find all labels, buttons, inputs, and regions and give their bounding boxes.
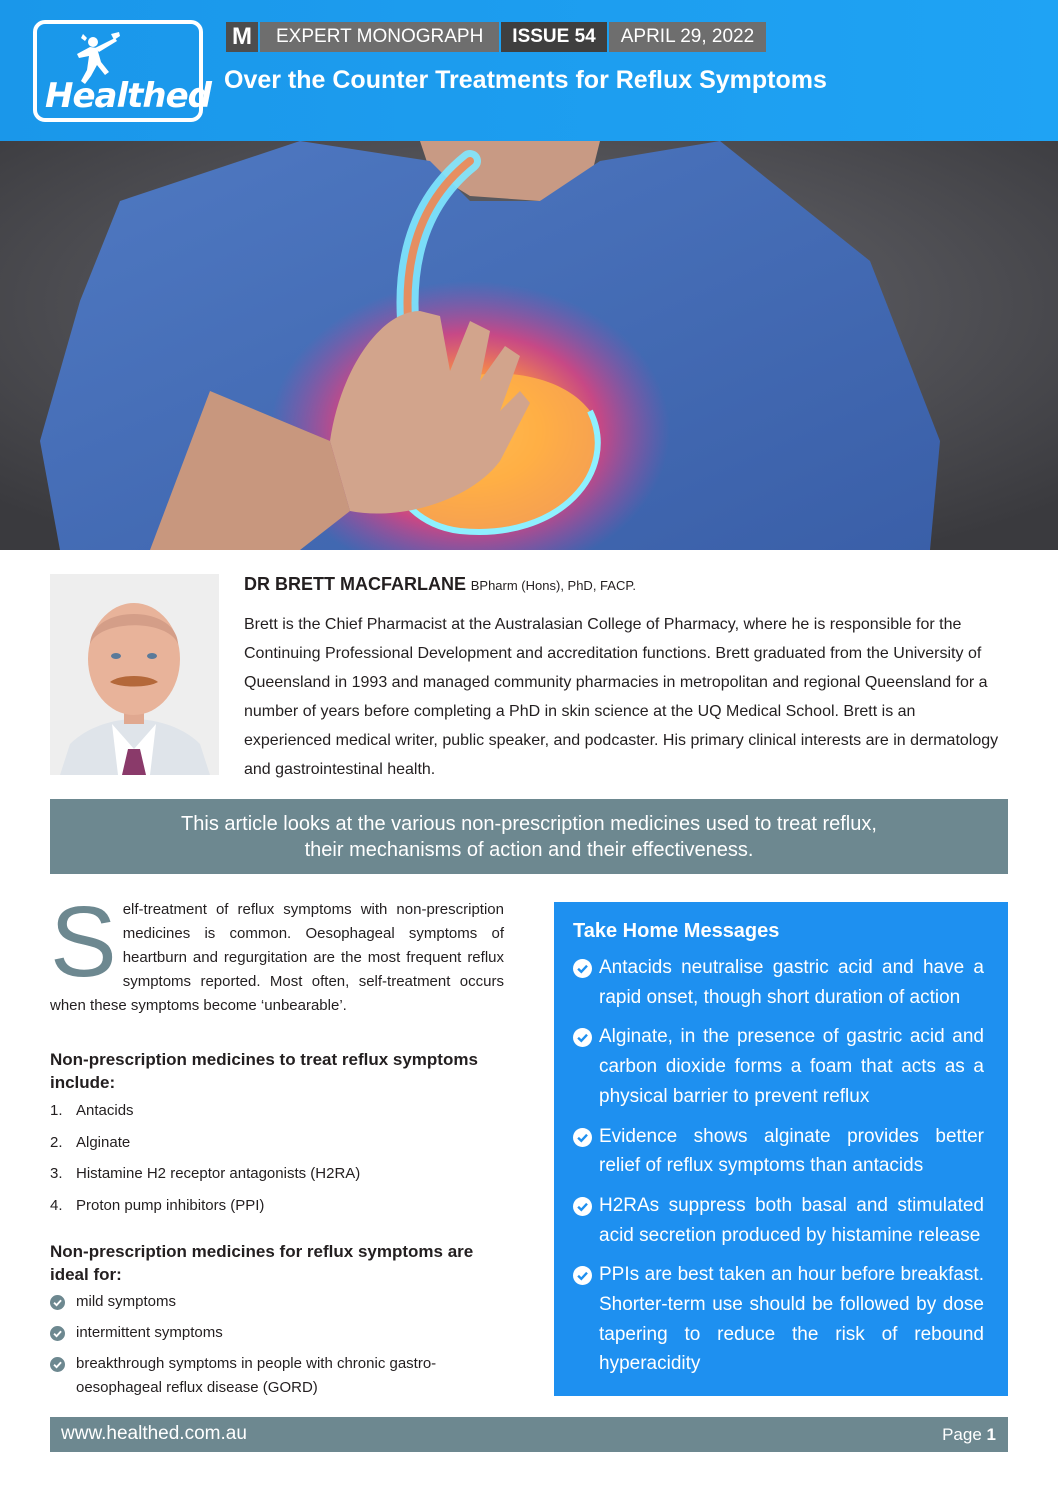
take-home-list [573, 953, 984, 1379]
list-item [50, 1161, 510, 1193]
publication-type: EXPERT MONOGRAPH [258, 22, 499, 52]
author-credentials: BPharm (Hons), PhD, FACP. [470, 578, 636, 593]
list-item [573, 1022, 984, 1111]
list-item [50, 1321, 510, 1345]
check-circle-icon [573, 1028, 592, 1047]
header [0, 0, 1058, 141]
intro-paragraph [50, 886, 504, 1018]
list-text: mild symptoms [76, 1293, 177, 1310]
medicines-heading: Non-prescription medicines to treat reflux symptoms include: [50, 1050, 478, 1092]
list-text: intermittent symptoms [76, 1324, 223, 1341]
list-item [573, 1122, 984, 1181]
website-link[interactable]: www.healthed.com.au [61, 1423, 247, 1444]
summary-line-1: This article looks at the various non-prescription medicines used to treat reflux, [181, 813, 877, 835]
ideal-for-list [50, 1290, 510, 1407]
list-text: Alginate, in the presence of gastric acid and carbon dioxide forms a foam that acts as a physical barrier to prevent reflux [599, 1026, 984, 1107]
issue-number: ISSUE 54 [499, 22, 606, 52]
list-item [573, 953, 984, 1012]
list-item [50, 1352, 510, 1400]
list-text: Antacids [76, 1102, 134, 1119]
reflux-illustration [0, 141, 1058, 550]
list-item [573, 1260, 984, 1379]
summary-banner [50, 799, 1008, 874]
list-text: PPIs are best taken an hour before breakfast. Shorter-term use should be followed by dose tapering to reduce the risk of rebound hyperacidity [599, 1264, 984, 1375]
list-item [50, 1098, 510, 1130]
drop-cap: S [50, 886, 117, 998]
page-number: 1 [986, 1425, 996, 1444]
list-item [573, 1191, 984, 1250]
author-bio: Brett is the Chief Pharmacist at the Australasian College of Pharmacy, where he is responsible for the Continuing Professional Development and accreditation functions. Brett graduated from the University of Queensland in 1993 and managed community pharmacies in metropolitan and regional Queensland for a number of years before completing a PhD in skin science at the UQ Medical School. Brett is an experienced medical writer, public speaker, and podcaster. His primary clinical interests are in dermatology and gastrointestinal health. [244, 616, 999, 778]
check-circle-icon [573, 959, 592, 978]
list-text: Proton pump inhibitors (PPI) [76, 1197, 265, 1215]
list-text: Alginate [76, 1133, 131, 1151]
monograph-icon: M [226, 22, 258, 52]
list-text: H2RAs suppress both basal and stimulated acid secretion produced by histamine release [599, 1194, 984, 1246]
author-name: DR BRETT MACFARLANE [244, 574, 466, 594]
list-text: breakthrough symptoms in people with chronic gastro-oesophageal reflux disease (GORD) [76, 1355, 437, 1396]
list-text: Antacids neutralise gastric acid and have a rapid onset, though short duration of action [599, 957, 984, 1008]
list-number: 2. [50, 1133, 63, 1151]
logo-text: Healthed [45, 76, 211, 116]
page-label: Page [942, 1425, 982, 1444]
page-title: Over the Counter Treatments for Reflux Symptoms [224, 66, 827, 94]
footer [50, 1417, 1008, 1452]
list-text: Histamine H2 receptor antagonists (H2RA) [76, 1165, 361, 1183]
issue-date: APRIL 29, 2022 [607, 22, 766, 52]
list-item [50, 1290, 510, 1314]
list-number: 4. [50, 1197, 63, 1215]
check-circle-icon [50, 1357, 65, 1372]
check-circle-icon [573, 1128, 592, 1147]
author-heading [244, 574, 636, 595]
list-number: 3. [50, 1165, 63, 1183]
medicines-list [50, 1098, 510, 1225]
page-indicator [942, 1425, 996, 1445]
summary-line-2: their mechanisms of action and their effectiveness. [304, 839, 754, 861]
list-item [50, 1130, 510, 1162]
ideal-for-heading: Non-prescription medicines for reflux symptoms are ideal for: [50, 1242, 474, 1284]
take-home-title: Take Home Messages [573, 920, 780, 942]
healthed-logo[interactable] [33, 20, 211, 122]
check-circle-icon [573, 1266, 592, 1285]
check-circle-icon [50, 1326, 65, 1341]
hero-image [0, 141, 1058, 550]
list-text: Evidence shows alginate provides better relief of reflux symptoms than antacids [599, 1125, 984, 1177]
list-number: 1. [50, 1102, 63, 1119]
list-item [50, 1193, 510, 1225]
check-circle-icon [50, 1295, 65, 1310]
check-circle-icon [573, 1197, 592, 1216]
intro-text: elf-treatment of reflux symptoms with non-prescription medicines is common. Oesophageal symptoms of heartburn and regurgitation are the most frequent reflux symptoms reported. Most often, self-treatment occurs when these symptoms become ‘unbearable’. [50, 901, 504, 1014]
issue-meta-bar [226, 22, 766, 52]
take-home-box [554, 902, 1008, 1396]
author-photo [50, 574, 219, 775]
